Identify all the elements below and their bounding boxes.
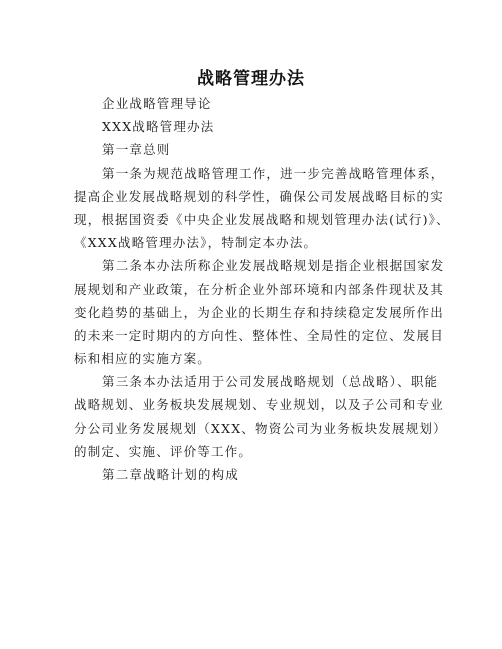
document-body [74, 92, 450, 486]
body-line-13: 第三条本办法适用于公司发展战略规划（总战略）、职能 [102, 374, 439, 390]
body-line-7: 《XXX战略管理办法》，特制定本办法。 [74, 235, 318, 251]
body-line-12: 标和相应的实施方案。 [74, 351, 212, 367]
body-line-3: 第一章总则 [102, 142, 171, 158]
body-line-9: 展规划和产业政策，在分析企业外部环境和内部条件现状及其 [74, 281, 444, 297]
body-line-8: 第二条本办法所称企业发展战略规划是指企业根据国家发 [102, 258, 445, 274]
body-line-15: 分公司业务发展规划（XXX、物资公司为业务板块发展规划） [74, 420, 447, 436]
body-line-11: 的未来一定时期内的方向性、整体性、全局性的定位、发展目 [74, 327, 444, 343]
body-line-10: 变化趋势的基础上，为企业的长期生存和持续稳定发展所作出 [74, 304, 444, 320]
body-line-1: 企业战略管理导论 [102, 96, 212, 111]
body-line-2: XXX战略管理办法 [102, 119, 215, 135]
body-line-17: 第二章战略计划的构成 [102, 467, 240, 482]
body-line-5: 提高企业发展战略规划的科学性，确保公司发展战略目标的实 [74, 188, 444, 204]
document-title: 战略管理办法 [197, 69, 305, 89]
body-line-16: 的制定、实施、评价等工作。 [74, 443, 253, 459]
body-line-4: 第一条为规范战略管理工作，进一步完善战略管理体系， [102, 165, 445, 181]
body-line-6: 现，根据国资委《中央企业发展战略和规划管理办法(试行)》、 [74, 211, 450, 227]
body-line-14: 战略规划、业务板块发展规划、专业规划，以及子公司和专业 [74, 397, 444, 413]
